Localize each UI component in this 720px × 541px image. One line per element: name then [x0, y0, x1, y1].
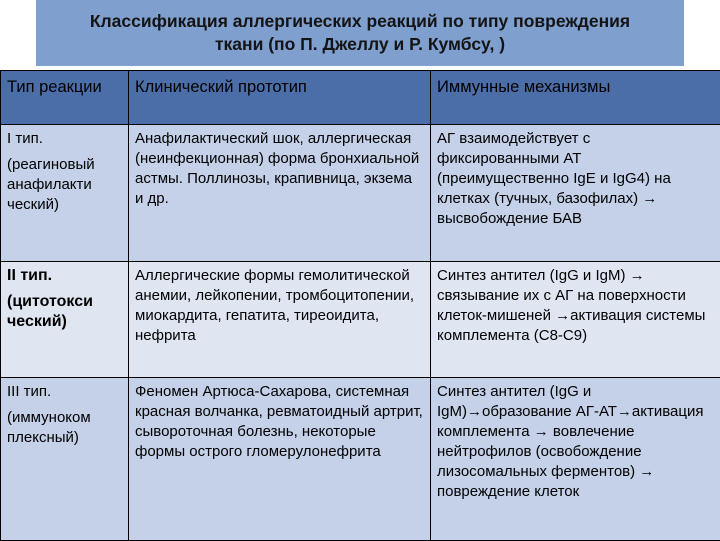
header-cell-mechanism: Иммунные механизмы	[431, 71, 720, 125]
table-row	[1, 125, 720, 262]
table-row	[1, 262, 720, 378]
type-description: (реагиновый анафилакти ческий)	[7, 155, 122, 215]
prototype-cell: Анафилактический шок, аллергическая (неинфекционная) форма бронхиальной астмы. Поллинозы, крапивница, экзема и др.	[129, 125, 431, 262]
slide-title-line-1: Классификация аллергических реакций по типу повреждения	[90, 10, 630, 33]
header-cell-type: Тип реакции	[1, 71, 129, 125]
header-cell-prototype: Клинический прототип	[129, 71, 431, 125]
type-description: (цитотокси ческий)	[7, 292, 122, 332]
type-cell	[1, 378, 129, 541]
table-header-row	[1, 71, 720, 125]
type-description: (иммуноком плексный)	[7, 408, 122, 448]
prototype-cell: Аллергические формы гемолитической анемии, лейкопении, тромбоцитопении, миокардита, гепатита, тиреоидита, нефрита	[129, 262, 431, 378]
slide-title	[36, 0, 684, 66]
mechanism-cell: АГ взаимодействует с фиксированными АТ (преимущественно IgE и IgG4) на клетках (тучных, базофилах) → высвобождение БАВ	[431, 125, 720, 262]
type-cell	[1, 262, 129, 378]
type-label: III тип.	[7, 382, 122, 402]
mechanism-cell: Синтез антител (IgG и IgM) → связывание их с АГ на поверхности клеток-мишеней →активация системы комплемента (С8-С9)	[431, 262, 720, 378]
allergy-classification-table	[0, 70, 720, 541]
prototype-cell: Феномен Артюса-Сахарова, системная красная волчанка, ревматоидный артрит, сывороточная болезнь, некоторые формы острого гломерулонефрита	[129, 378, 431, 541]
type-label: I тип.	[7, 129, 122, 149]
mechanism-cell: Синтез антител (IgG и IgM)→образование АГ-АТ→активация комплемента → вовлечение нейтрофилов (освобождение лизосомальных ферментов) → повреждение клеток	[431, 378, 720, 541]
table-row	[1, 378, 720, 541]
slide-title-line-2: ткани (по П. Джеллу и Р. Кумбсу, )	[90, 33, 630, 56]
type-label: II тип.	[7, 266, 122, 286]
type-cell	[1, 125, 129, 262]
